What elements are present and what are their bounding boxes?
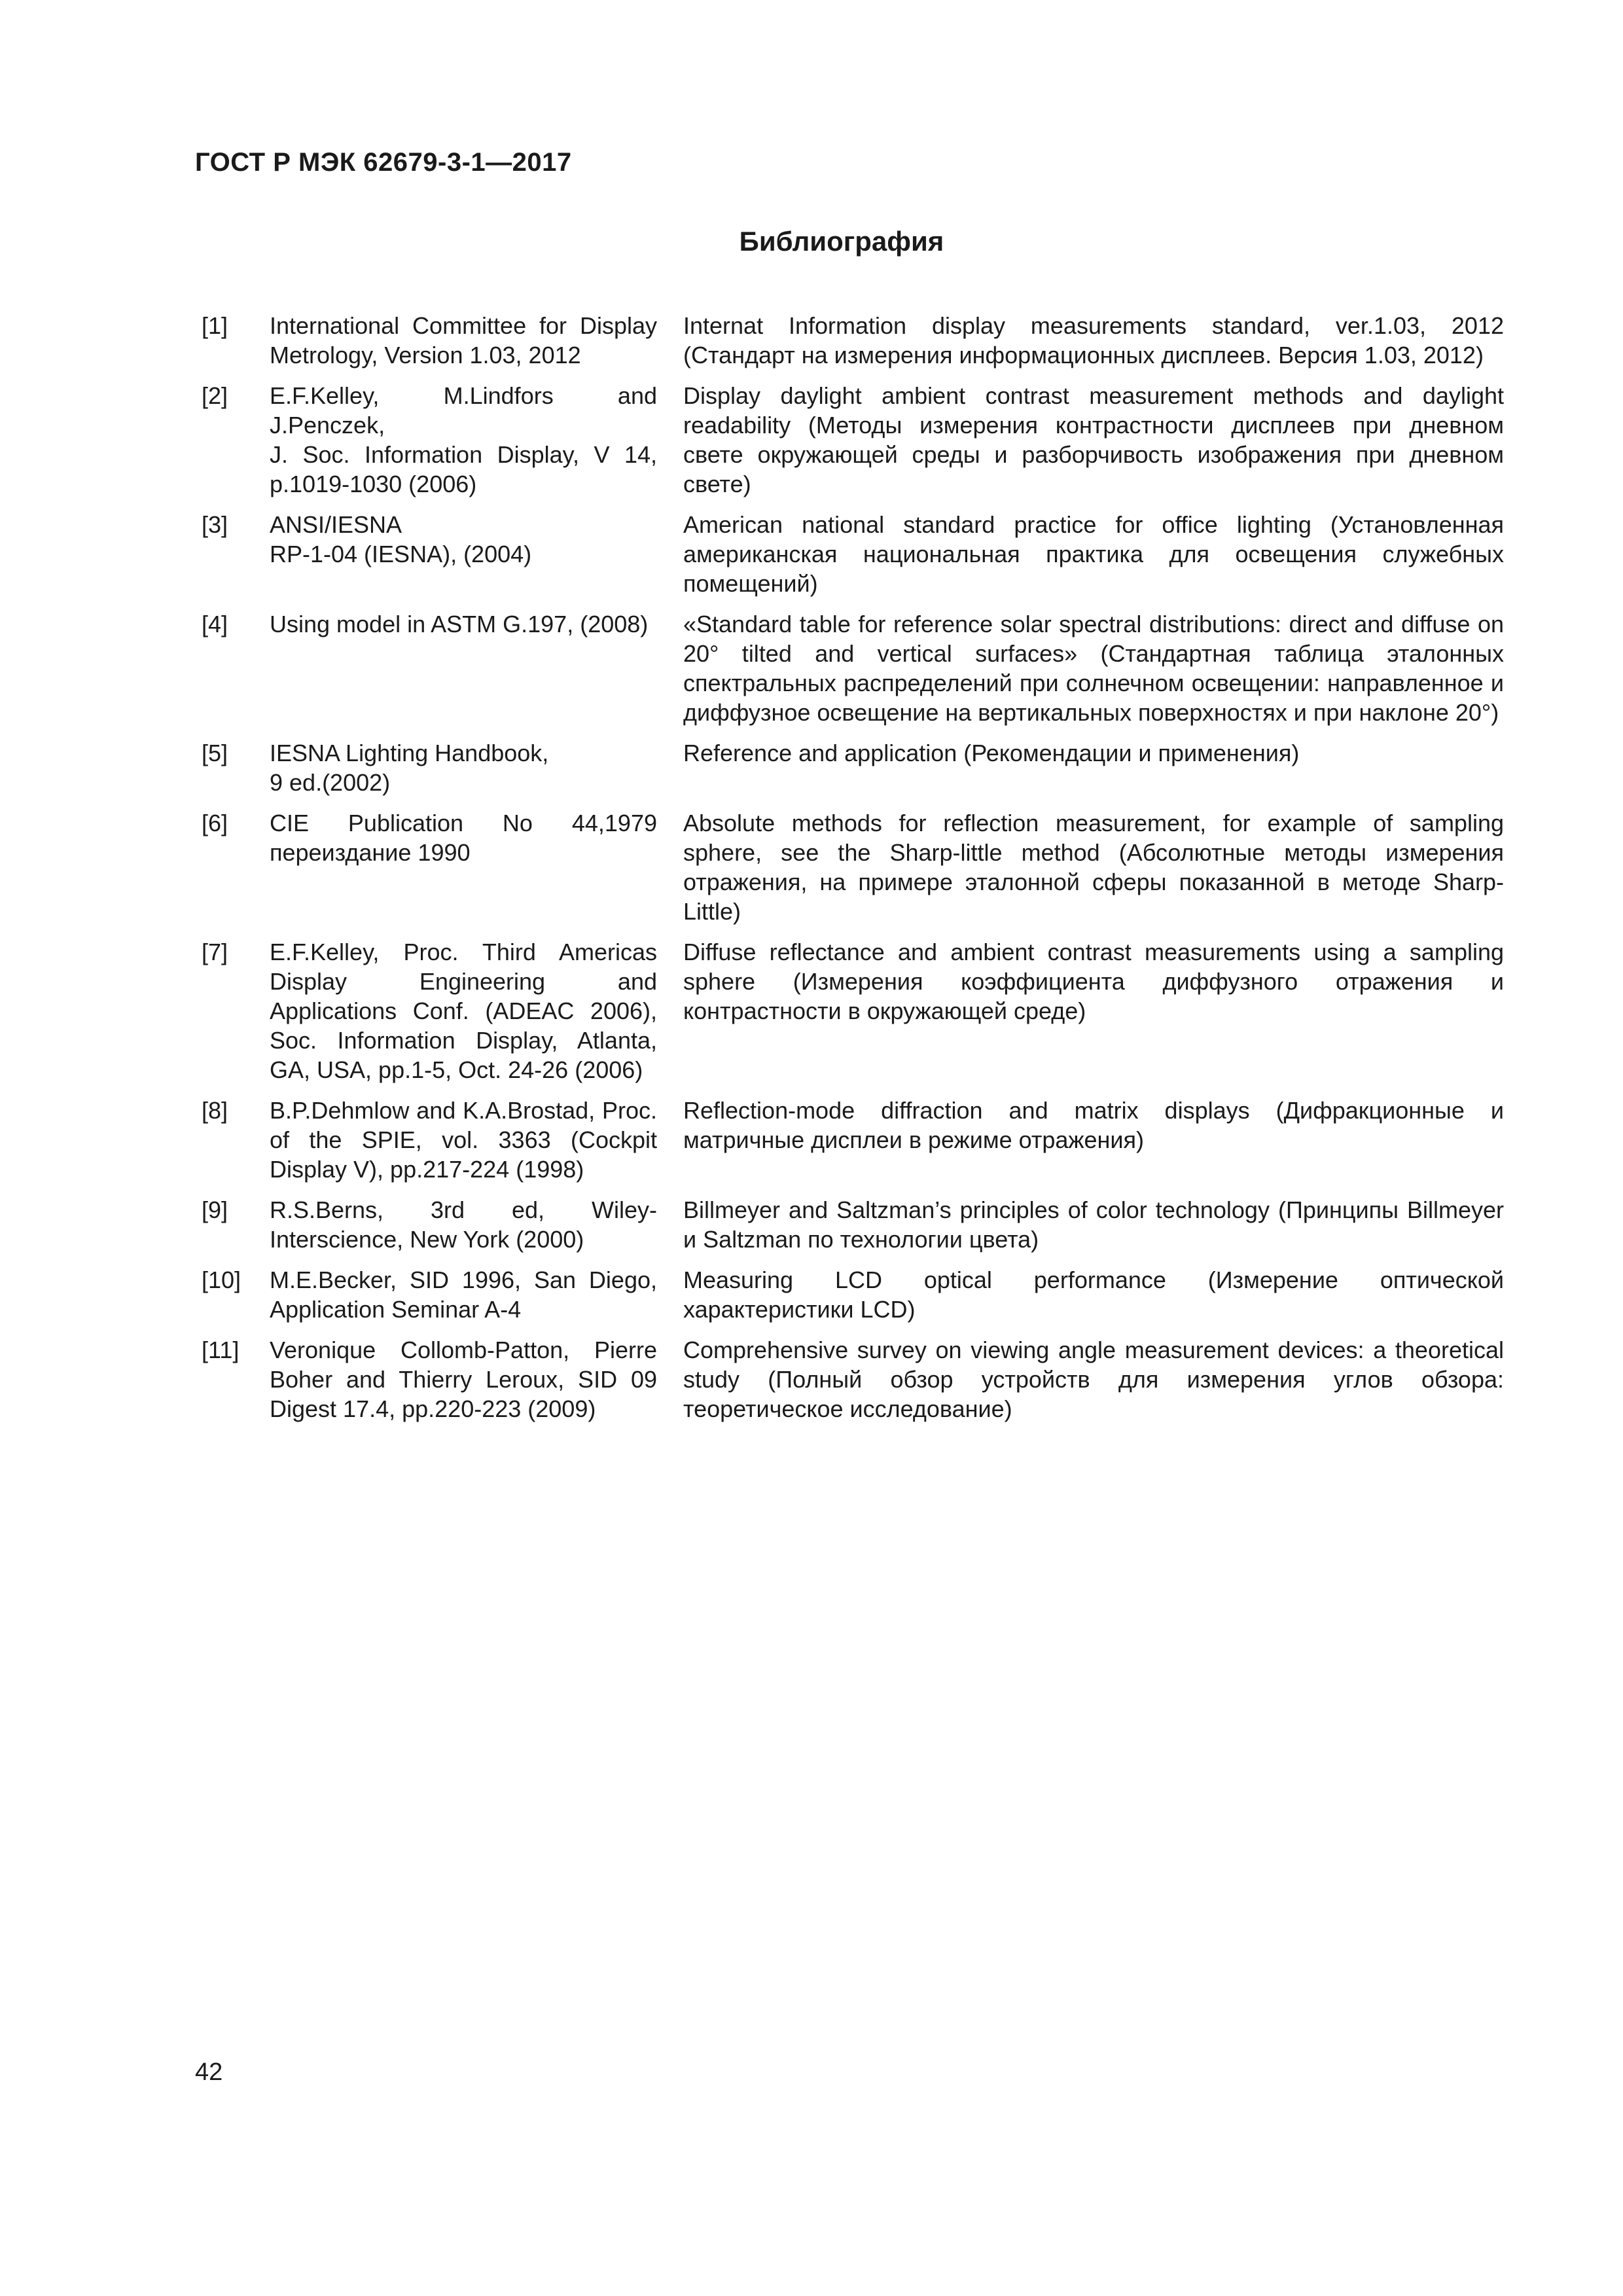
entry-number: [5] — [202, 740, 228, 766]
document-header: ГОСТ Р МЭК 62679-3-1—2017 — [195, 148, 572, 177]
entry-number: [8] — [202, 1097, 228, 1124]
bibliography-entry — [202, 1335, 1504, 1424]
bibliography-list — [202, 311, 1504, 1435]
entry-number: [7] — [202, 939, 228, 965]
entry-description: Measuring LCD optical performance (Измерение оптической характеристики LCD) — [683, 1266, 1504, 1323]
entry-number: [4] — [202, 611, 228, 637]
page-number: 42 — [195, 2058, 223, 2086]
entry-description: Billmeyer and Saltzman’s principles of color technology (Принципы Billmeyer и Saltzman по технологии цвета) — [683, 1196, 1504, 1253]
entry-description: Absolute methods for reflection measurement, for example of sampling sphere, see the Sharp-little method (Абсолютные методы измерения отражения, на примере эталонной сферы показанной в методе Sharp-Little) — [683, 810, 1504, 925]
bibliography-entry — [202, 937, 1504, 1085]
entry-source: R.S.Berns, 3rd ed, Wiley-Interscience, New York (2000) — [270, 1196, 657, 1253]
entry-source: E.F.Kelley, Proc. Third Americas Display Engineering and Applications Conf. (ADEAC 2006), Soc. Information Display, Atlanta, GA, USA, pp.1-5, Oct. 24-26 (2006) — [270, 939, 657, 1083]
entry-number: [9] — [202, 1196, 228, 1223]
entry-source: B.P.Dehmlow and K.A.Brostad, Proc. of the SPIE, vol. 3363 (Cockpit Display V), pp.217-224 (1998) — [270, 1097, 657, 1183]
bibliography-entry — [202, 311, 1504, 370]
bibliography-entry — [202, 738, 1504, 797]
entry-description: Comprehensive survey on viewing angle measurement devices: a theoretical study (Полный обзор устройств для измерения углов обзора: теоретическое исследование) — [683, 1336, 1504, 1422]
entry-source: E.F.Kelley, M.Lindfors and J.Penczek, J. Soc. Information Display, V 14, p.1019-1030 (2006) — [270, 382, 657, 497]
entry-description: Diffuse reflectance and ambient contrast measurements using a sampling sphere (Измерения коэффициента диффузного отражения и контрастности в окружающей среде) — [683, 939, 1504, 1024]
entry-description: Internat Information display measurements standard, ver.1.03, 2012 (Стандарт на измерения информационных дисплеев. Версия 1.03, 2012) — [683, 312, 1504, 368]
bibliography-entry — [202, 381, 1504, 499]
entry-description: «Standard table for reference solar spectral distributions: direct and diffuse on 20° tilted and vertical surfaces» (Стандартная таблица эталонных спектральных распределений при солнечном освещении: направленное и диффузное освещение на вертикальных поверхностях и при наклоне 20°) — [683, 611, 1504, 726]
entry-source: International Committee for Display Metrology, Version 1.03, 2012 — [270, 312, 657, 368]
bibliography-entry — [202, 1265, 1504, 1324]
entry-source: CIE Publication No 44,1979 переиздание 1990 — [270, 810, 657, 866]
entry-number: [1] — [202, 312, 228, 339]
entry-description: Display daylight ambient contrast measurement methods and daylight readability (Методы измерения контрастности дисплеев при дневном свете окружающей среды и разборчивость изображения при дневном свете) — [683, 382, 1504, 497]
entry-number: [11] — [202, 1336, 240, 1363]
entry-number: [2] — [202, 382, 228, 409]
entry-description: Reference and application (Рекомендации и применения) — [683, 740, 1300, 766]
bibliography-entry — [202, 1096, 1504, 1184]
bibliography-entry — [202, 1195, 1504, 1254]
entry-source: IESNA Lighting Handbook, 9 ed.(2002) — [270, 740, 549, 796]
entry-number: [10] — [202, 1266, 241, 1293]
entry-source: Using model in ASTM G.197, (2008) — [270, 611, 649, 637]
entry-number: [6] — [202, 810, 228, 836]
entry-source: Veronique Collomb-Patton, Pierre Boher and Thierry Leroux, SID 09 Digest 17.4, pp.220-223 (2009) — [270, 1336, 657, 1422]
section-title: Библиография — [739, 226, 944, 257]
entry-description: Reflection-mode diffraction and matrix displays (Дифракционные и матричные дисплеи в режиме отражения) — [683, 1097, 1504, 1153]
entry-source: ANSI/IESNA RP-1-04 (IESNA), (2004) — [270, 511, 532, 567]
bibliography-entry — [202, 510, 1504, 598]
entry-source: M.E.Becker, SID 1996, San Diego, Application Seminar A-4 — [270, 1266, 657, 1323]
bibliography-entry — [202, 808, 1504, 926]
entry-description: American national standard practice for office lighting (Установленная американская национальная практика для освещения служебных помещений) — [683, 511, 1504, 597]
bibliography-entry — [202, 609, 1504, 727]
entry-number: [3] — [202, 511, 228, 538]
